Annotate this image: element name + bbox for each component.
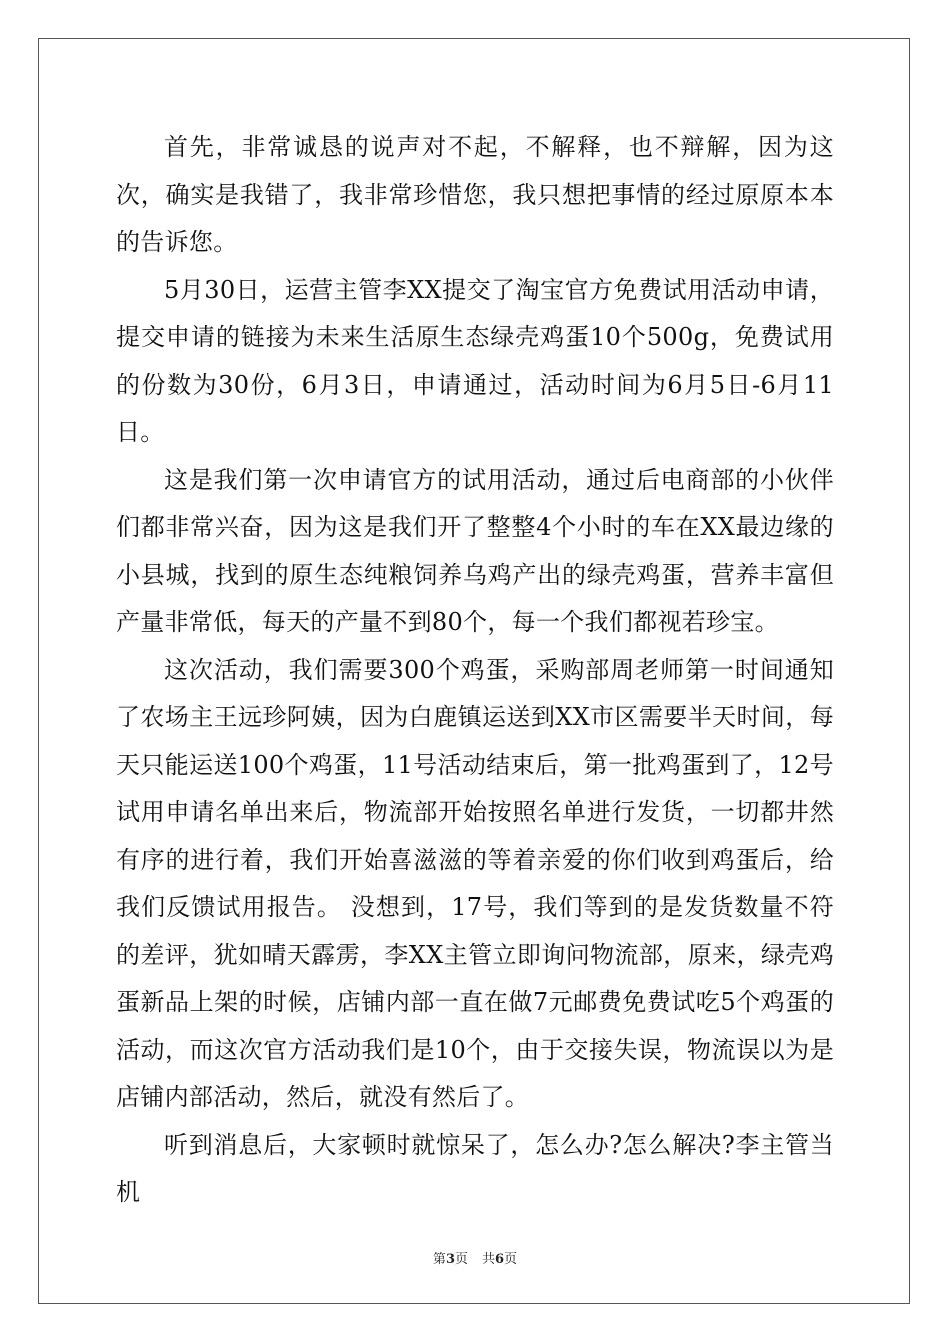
page-prefix: 第 bbox=[432, 1252, 446, 1267]
total-prefix: 共 bbox=[482, 1252, 496, 1267]
document-body bbox=[116, 124, 834, 1217]
paragraph-application: 5月30日，运营主管李XX提交了淘宝官方免费试用活动申请，提交申请的链接为未来生活原生态绿壳鸡蛋10个500g，免费试用的份数为30份，6月3日，申请通过，活动时间为6月5日-6月11日。 bbox=[116, 275, 834, 446]
total-suffix: 页 bbox=[504, 1252, 518, 1267]
page-footer bbox=[0, 1248, 950, 1267]
paragraph-apology: 首先，非常诚恳的说声对不起，不解释，也不辩解，因为这次，确实是我错了，我非常珍惜您，我只想把事情的经过原原本本的告诉您。 bbox=[116, 133, 834, 256]
total-pages: 6 bbox=[495, 1252, 505, 1267]
page-number: 3 bbox=[445, 1252, 455, 1267]
paragraph-incident: 这次活动，我们需要300个鸡蛋，采购部周老师第一时间通知了农场主王远珍阿姨，因为白鹿镇运送到XX市区需要半天时间，每天只能运送100个鸡蛋，11号活动结束后，第一批鸡蛋到了，12号试用申请名单出来后，物流部开始按照名单进行发货，一切都井然有序的进行着，我们开始喜滋滋的等着亲爱的你们收到鸡蛋后，给我们反馈试用报告。 没想到，17号，我们等到的是发货数量不符的差评，犹如晴天霹雳，李XX主管立即询问物流部，原来，绿壳鸡蛋新品上架的时候，店铺内部一直在做7元邮费免费试吃5个鸡蛋的活动，而这次官方活动我们是10个，由于交接失误，物流误以为是店铺内部活动，然后，就没有然后了。 bbox=[116, 655, 834, 1111]
page-suffix: 页 bbox=[454, 1252, 468, 1267]
paragraph-excitement: 这是我们第一次申请官方的试用活动，通过后电商部的小伙伴们都非常兴奋，因为这是我们开了整整4个小时的车在XX最边缘的小县城，找到的原生态纯粮饲养乌鸡产出的绿壳鸡蛋，营养丰富但产量非常低，每天的产量不到80个，每一个我们都视若珍宝。 bbox=[116, 465, 834, 636]
paragraph-reaction: 听到消息后，大家顿时就惊呆了，怎么办?怎么解决?李主管当机 bbox=[116, 1130, 834, 1206]
